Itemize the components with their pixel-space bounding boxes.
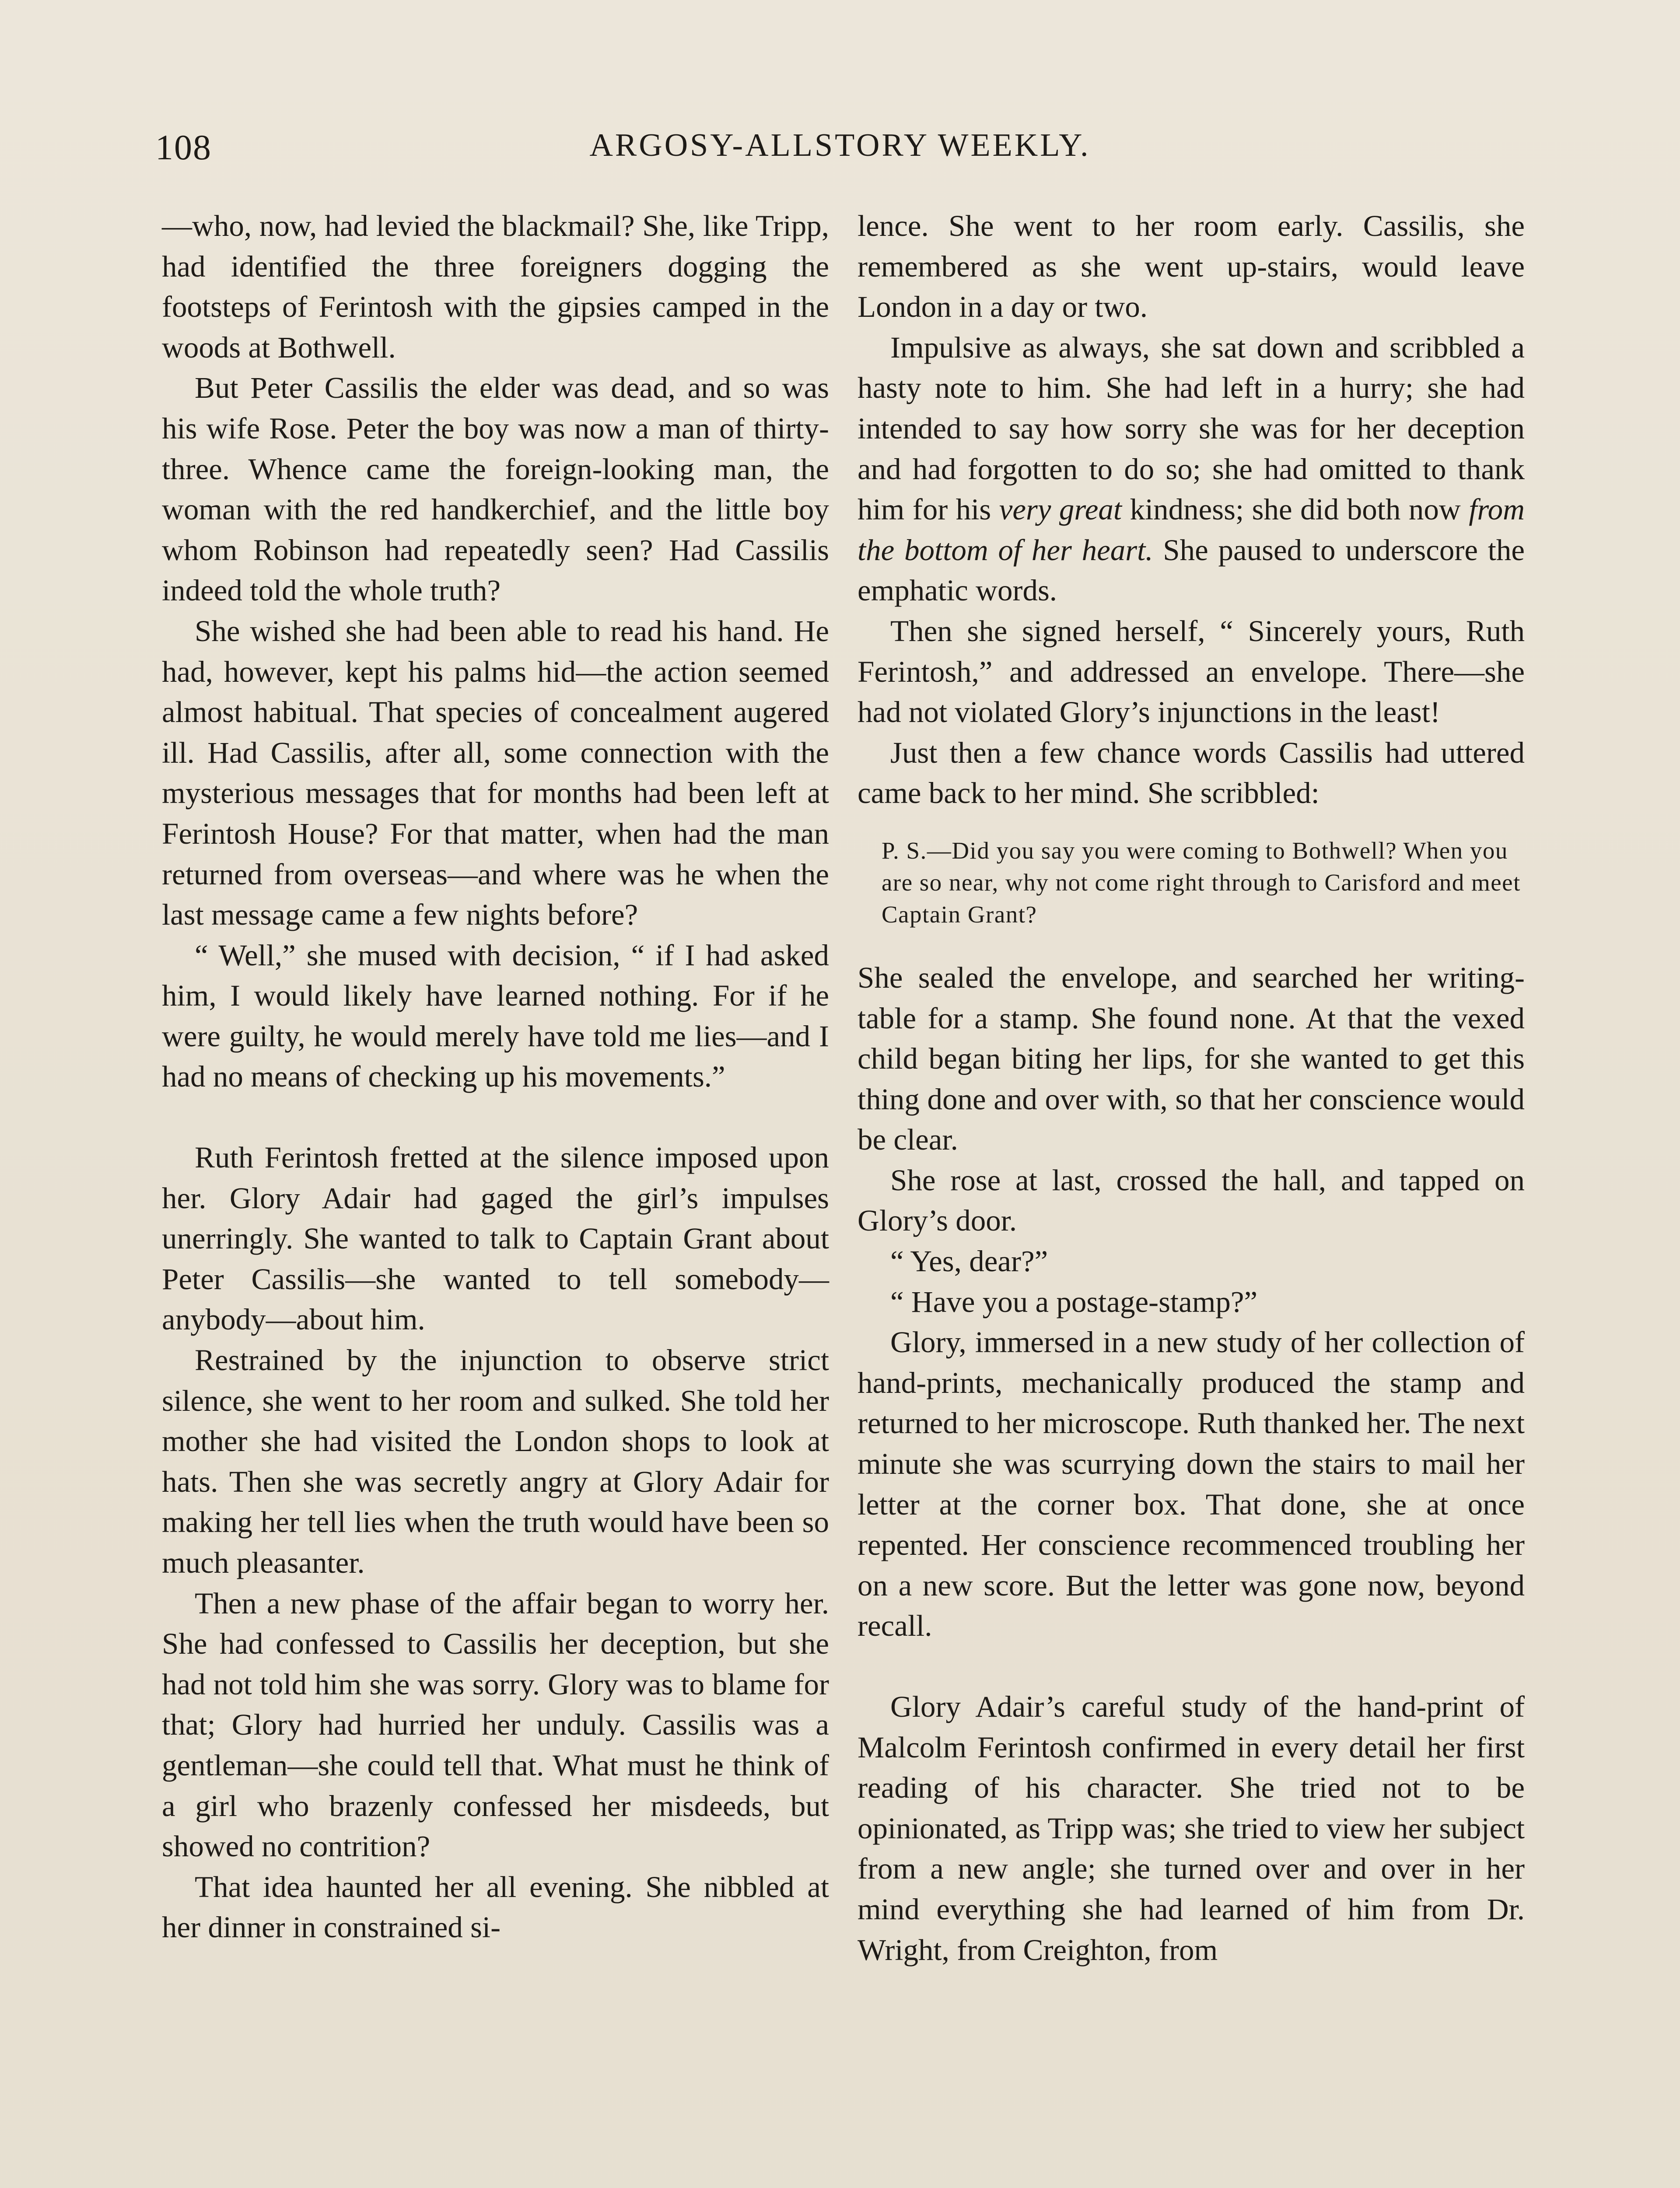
paragraph: lence. She went to her room early. Cassilis, she remembered as she went up-stairs, would leave London in a day or two. — [858, 209, 1525, 324]
paragraph: Impulsive as always, she sat down and scribbled a hasty note to him. She had left in a hurry; she had intended to say how sorry she was for her deception and had forgotten to do so; she had omitted to thank him for his very great kindness; she did both now from the bottom of her heart. She paused to underscore the emphatic words. — [858, 330, 1525, 607]
page-number: 108 — [155, 127, 212, 167]
paragraph: “ Well,” she mused with decision, “ if I had asked him, I would likely have learned nothing. For if he were guilty, he would merely have told me lies—and I had no means of checking up his movements.” — [162, 938, 829, 1094]
paragraph: She rose at last, crossed the hall, and tapped on Glory’s door. — [858, 1163, 1525, 1238]
paragraph: Glory Adair’s careful study of the hand-print of Malcolm Ferintosh confirmed in every detail her first reading of his character. She tried not to be opinionated, as Tripp was; she tried to view her subject from a new angle; she turned over and over in her mind everything she had learned of him from Dr. Wright, from Creighton, from — [858, 1690, 1525, 1967]
paragraph: Then she signed herself, “ Sincerely yours, Ruth Ferintosh,” and addressed an envelope. There—she had not violated Glory’s injunctions in the least! — [858, 614, 1525, 729]
paragraph: Glory, immersed in a new study of her collection of hand-prints, mechanically produced the stamp and returned to her microscope. Ruth thanked her. The next minute she was scurrying down the stairs to mail her letter at the corner box. That done, she at once repented. Her conscience recommenced troubling her on a new score. But the letter was gone now, beyond recall. — [858, 1325, 1525, 1643]
paragraph: Ruth Ferintosh fretted at the silence imposed upon her. Glory Adair had gaged the girl’s impulses unerringly. She wanted to talk to Captain Grant about Peter Cassilis—she wanted to tell somebody—anybody—about him. — [162, 1141, 829, 1336]
paragraph: But Peter Cassilis the elder was dead, and so was his wife Rose. Peter the boy was now a man of thirty-three. Whence came the foreign-looking man, the woman with the red handkerchief, and the little boy whom Robinson had repeatedly seen? Had Cassilis indeed told the whole truth? — [162, 371, 829, 607]
running-head: ARGOSY-ALLSTORY WEEKLY. — [589, 127, 1091, 163]
postscript-block — [882, 835, 1525, 930]
dialogue-line: “ Have you a postage-stamp?” — [890, 1285, 1258, 1318]
left-column — [162, 206, 829, 1948]
page-header — [155, 127, 1525, 175]
paragraph: —who, now, had levied the blackmail? She, like Tripp, had identified the three foreigners dogging the footsteps of Ferintosh with the gipsies camped in the woods at Bothwell. — [162, 209, 829, 364]
emphasis: from the bottom of her heart. — [858, 493, 1525, 567]
paragraph: She wished she had been able to read his hand. He had, however, kept his palms hid—the action seemed almost habitual. That species of concealment augered ill. Had Cassilis, after all, some connection with the mysterious messages that for months had been left at Ferintosh House? For that matter, when had the man returned from overseas—and where was he when the last message came a few nights before? — [162, 614, 829, 932]
postscript-text: P. S.—Did you say you were coming to Bothwell? When you are so near, why not come right through to Carisford and meet Captain Grant? — [882, 837, 1521, 928]
emphasis: very great — [999, 493, 1122, 526]
paragraph: Just then a few chance words Cassilis had uttered came back to her mind. She scribbled: — [858, 736, 1525, 810]
paragraph: That idea haunted her all evening. She nibbled at her dinner in constrained si- — [162, 1870, 829, 1944]
paragraph: Restrained by the injunction to observe strict silence, she went to her room and sulked. She told her mother she had visited the London shops to look at hats. Then she was secretly angry at Glory Adair for making her tell lies when the truth would have been so much pleasanter. — [162, 1343, 829, 1579]
dialogue-line: “ Yes, dear?” — [890, 1245, 1048, 1278]
paragraph: Then a new phase of the affair began to worry her. She had confessed to Cassilis her deception, but she had not told him she was sorry. Glory was to blame for that; Glory had hurried her unduly. Cassilis was a gentleman—she could tell that. What must he think of a girl who brazenly confessed her misdeeds, but showed no contrition? — [162, 1586, 829, 1863]
paragraph: She sealed the envelope, and searched her writing-table for a stamp. She found none. At that the vexed child began biting her lips, for she wanted to get this thing done and over with, so that her conscience would be clear. — [858, 961, 1525, 1157]
right-column — [858, 206, 1525, 1970]
